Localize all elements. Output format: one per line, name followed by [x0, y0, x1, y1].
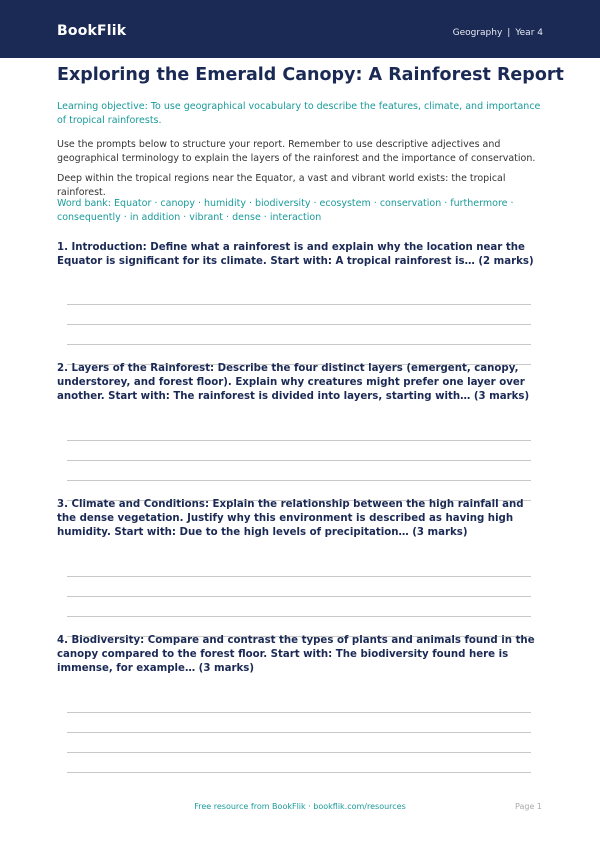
year-label: Year 4	[515, 28, 543, 38]
answer-line-q2-2[interactable]	[67, 460, 531, 461]
answer-line-q3-1[interactable]	[67, 576, 531, 577]
question-1: 1. Introduction: Define what a rainforest is and explain why the location near the Equator is significant for its climate. Start with: A tropical rainforest is… (2 marks)	[57, 242, 534, 267]
answer-line-q4-2[interactable]	[67, 732, 531, 733]
answer-line-q1-1[interactable]	[67, 304, 531, 305]
question-2: 2. Layers of the Rainforest: Describe the four distinct layers (emergent, canopy, understorey, and forest floor). Explain why creatures might prefer one layer over another. Start with: The rainforest is divided into layers, starting with… (3 marks)	[57, 363, 530, 402]
page-number: Page 1	[515, 802, 542, 811]
answer-line-q3-2[interactable]	[67, 596, 531, 597]
answer-line-q1-2[interactable]	[67, 324, 531, 325]
learning-objective: Learning objective: To use geographical vocabulary to describe the features, climate, and importance of tropical rainforests.	[57, 101, 541, 126]
header-separator: |	[507, 28, 511, 38]
subject-label: Geography	[452, 28, 503, 38]
footer-resource-link[interactable]: Free resource from BookFlik · bookflik.com/resources	[194, 802, 406, 811]
question-3: 3. Climate and Conditions: Explain the relationship between the high rainfall and the dense vegetation. Justify why this environment is described as having high humidity. Start with: Due to the high levels of precipitation… (3 marks)	[57, 499, 524, 538]
answer-line-q2-1[interactable]	[67, 440, 531, 441]
answer-line-q3-3[interactable]	[67, 616, 531, 617]
page-header	[0, 0, 600, 58]
answer-line-q4-1[interactable]	[67, 712, 531, 713]
answer-line-q1-3[interactable]	[67, 344, 531, 345]
context-paragraph: Deep within the tropical regions near the Equator, a vast and vibrant world exists: the tropical rainforest.	[57, 173, 506, 198]
instructions-paragraph: Use the prompts below to structure your report. Remember to use descriptive adjectives and geographical terminology to explain the layers of the rainforest and the importance of conservation.	[57, 139, 536, 164]
subject-year-label	[453, 28, 543, 38]
answer-line-q2-3[interactable]	[67, 480, 531, 481]
answer-line-q4-4[interactable]	[67, 772, 531, 773]
question-4: 4. Biodiversity: Compare and contrast the types of plants and animals found in the canopy compared to the forest floor. Start with: The biodiversity found here is immense, for example… (3 marks)	[57, 635, 535, 674]
word-bank: Word bank: Equator · canopy · humidity · biodiversity · ecosystem · conservation · furthermore · consequently · in addition · vibrant · dense · interaction	[57, 198, 514, 223]
page-title: Exploring the Emerald Canopy: A Rainforest Report	[57, 65, 564, 85]
answer-line-q4-3[interactable]	[67, 752, 531, 753]
brand-logo: BookFlik	[57, 23, 127, 39]
